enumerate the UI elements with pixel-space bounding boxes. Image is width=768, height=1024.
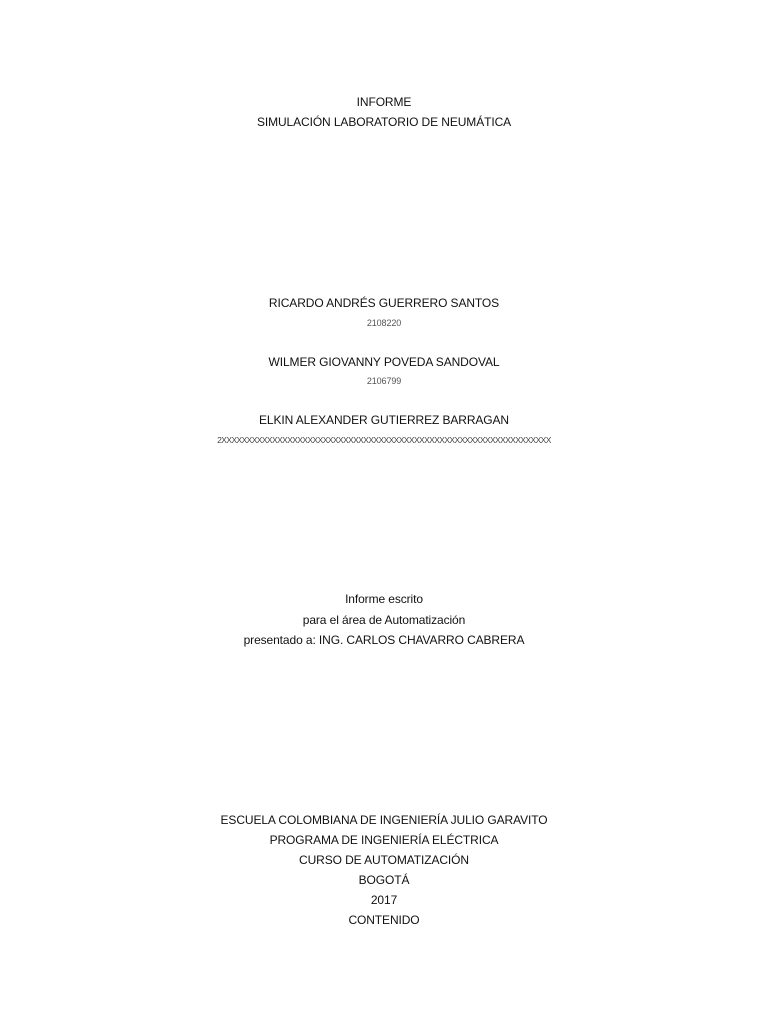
author-code-3: 2XXXXXXXXXXXXXXXXXXXXXXXXXXXXXXXXXXXXXXXXXXXXXXXXXXXXXXXXXXXXXXXXX [217,435,551,445]
contents-heading: CONTENIDO [348,913,420,927]
report-type-line: Informe escrito [345,592,423,606]
report-heading: INFORME [356,95,412,109]
author-code-1: 2108220 [366,318,402,328]
author-name-2: WILMER GIOVANNY POVEDA SANDOVAL [268,355,500,369]
report-year: 2017 [370,893,398,907]
report-subtitle: SIMULACIÓN LABORATORIO DE NEUMÁTICA [256,115,512,129]
program-name: PROGRAMA DE INGENIERÍA ELÉCTRICA [269,833,499,847]
report-presented-to-line: presentado a: ING. CARLOS CHAVARRO CABRERA [243,633,525,647]
author-code-2: 2106799 [366,376,402,386]
course-name: CURSO DE AUTOMATIZACIÓN [299,853,469,867]
author-name-3: ELKIN ALEXANDER GUTIERREZ BARRAGAN [259,413,509,427]
school-name: ESCUELA COLOMBIANA DE INGENIERÍA JULIO GARAVITO [220,813,548,827]
author-name-1: RICARDO ANDRÉS GUERRERO SANTOS [268,296,500,310]
city-name: BOGOTÁ [358,873,410,887]
report-area-line: para el área de Automatización [302,613,466,627]
